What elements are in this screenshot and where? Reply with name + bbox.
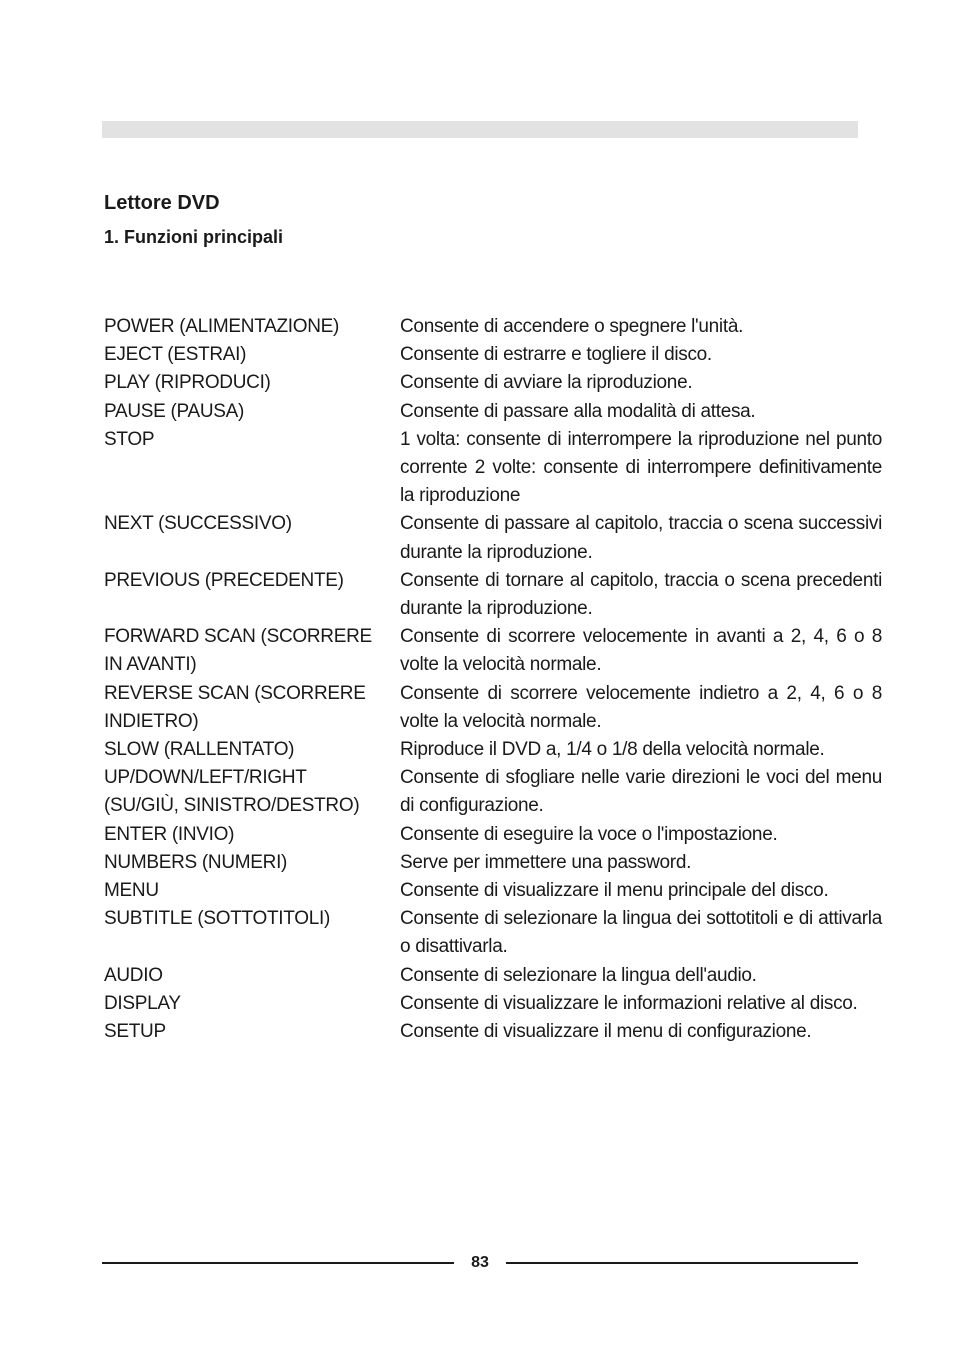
function-description: Consente di selezionare la lingua dell'audio.: [400, 964, 757, 986]
section-subtitle: 1. Funzioni principali: [104, 227, 284, 247]
function-description: Consente di sfogliare nelle varie direzioni le voci del menu di configurazione.: [400, 767, 882, 817]
function-row-menu: [104, 877, 882, 905]
page-footer: [102, 1252, 858, 1274]
function-description: Consente di scorrere velocemente indietro a 2, 4, 6 o 8 volte la velocità normale.: [400, 682, 882, 732]
function-row-previous: [104, 567, 882, 623]
function-description: Consente di avviare la riproduzione.: [400, 372, 693, 394]
function-term: PAUSE (PAUSA): [104, 400, 245, 422]
function-row-display: [104, 990, 882, 1018]
function-row-enter: [104, 821, 882, 849]
function-description: Consente di eseguire la voce o l'impostazione.: [400, 823, 778, 845]
function-term: [104, 764, 400, 820]
function-term: EJECT (ESTRAI): [104, 344, 247, 366]
footer-rule-left: [102, 1262, 454, 1264]
function-description: Consente di accendere o spegnere l'unità.: [400, 316, 744, 337]
function-row-setup: [104, 1018, 882, 1046]
function-term: MENU: [104, 880, 159, 902]
function-row-subtitle: [104, 905, 882, 961]
function-term: AUDIO: [104, 964, 163, 986]
function-row-next: [104, 510, 882, 566]
section-title: Lettore DVD: [104, 192, 220, 214]
functions-table: [104, 313, 882, 1046]
function-description: Consente di visualizzare il menu di configurazione.: [400, 1021, 812, 1043]
function-row-navigation: [104, 764, 882, 820]
function-term: STOP: [104, 428, 155, 450]
function-term: ENTER (INVIO): [104, 823, 235, 845]
function-term: SLOW (RALLENTATO): [104, 739, 295, 761]
function-term: POWER (ALIMENTAZIONE): [104, 316, 340, 337]
function-row-slow: [104, 736, 882, 764]
function-row-numbers: [104, 849, 882, 877]
function-row-eject: [104, 341, 882, 369]
function-description: Consente di scorrere velocemente in avanti a 2, 4, 6 o 8 volte la velocità normale.: [400, 626, 882, 676]
function-row-power: [104, 313, 882, 341]
function-term-line: (SU/GIÙ, SINISTRO/DESTRO): [104, 795, 360, 817]
function-term: PREVIOUS (PRECEDENTE): [104, 569, 344, 591]
function-description: 1 volta: consente di interrompere la riproduzione nel punto corrente 2 volte: consente di interrompere definitivamente la riproduzione: [400, 428, 882, 507]
function-row-forward-scan: [104, 623, 882, 679]
function-description: Serve per immettere una password.: [400, 851, 692, 873]
header-bar: [102, 121, 858, 138]
function-description: Consente di passare alla modalità di attesa.: [400, 400, 756, 422]
function-description: Riproduce il DVD a, 1/4 o 1/8 della velocità normale.: [400, 739, 825, 761]
function-row-audio: [104, 962, 882, 990]
function-row-reverse-scan: [104, 680, 882, 736]
function-term: PLAY (RIPRODUCI): [104, 372, 271, 394]
function-term: [104, 680, 400, 736]
function-term: NEXT (SUCCESSIVO): [104, 513, 292, 535]
function-term-line: REVERSE SCAN (SCORRERE: [104, 682, 366, 704]
function-term: DISPLAY: [104, 992, 181, 1014]
function-term-line: IN AVANTI): [104, 654, 197, 676]
function-row-pause: [104, 398, 882, 426]
function-term: SUBTITLE (SOTTOTITOLI): [104, 908, 331, 930]
function-description: Consente di estrarre e togliere il disco.: [400, 344, 712, 366]
function-term-line: UP/DOWN/LEFT/RIGHT: [104, 767, 307, 789]
footer-rule-right: [506, 1262, 858, 1264]
function-description: Consente di tornare al capitolo, traccia o scena precedenti durante la riproduzione.: [400, 569, 882, 620]
function-description: Consente di visualizzare le informazioni relative al disco.: [400, 992, 858, 1014]
function-term: SETUP: [104, 1021, 166, 1043]
function-row-stop: [104, 426, 882, 511]
function-description: Consente di passare al capitolo, traccia o scena successivi durante la riproduzione.: [400, 513, 882, 563]
function-term-line: FORWARD SCAN (SCORRERE: [104, 626, 372, 648]
function-description: Consente di visualizzare il menu principale del disco.: [400, 880, 829, 902]
function-row-play: [104, 369, 882, 397]
function-description: Consente di selezionare la lingua dei sottotitoli e di attivarla o disattivarla.: [400, 908, 882, 958]
page-number: 83: [471, 1254, 489, 1271]
function-term-line: INDIETRO): [104, 710, 199, 732]
function-term: NUMBERS (NUMERI): [104, 851, 288, 873]
function-term: [104, 623, 400, 679]
